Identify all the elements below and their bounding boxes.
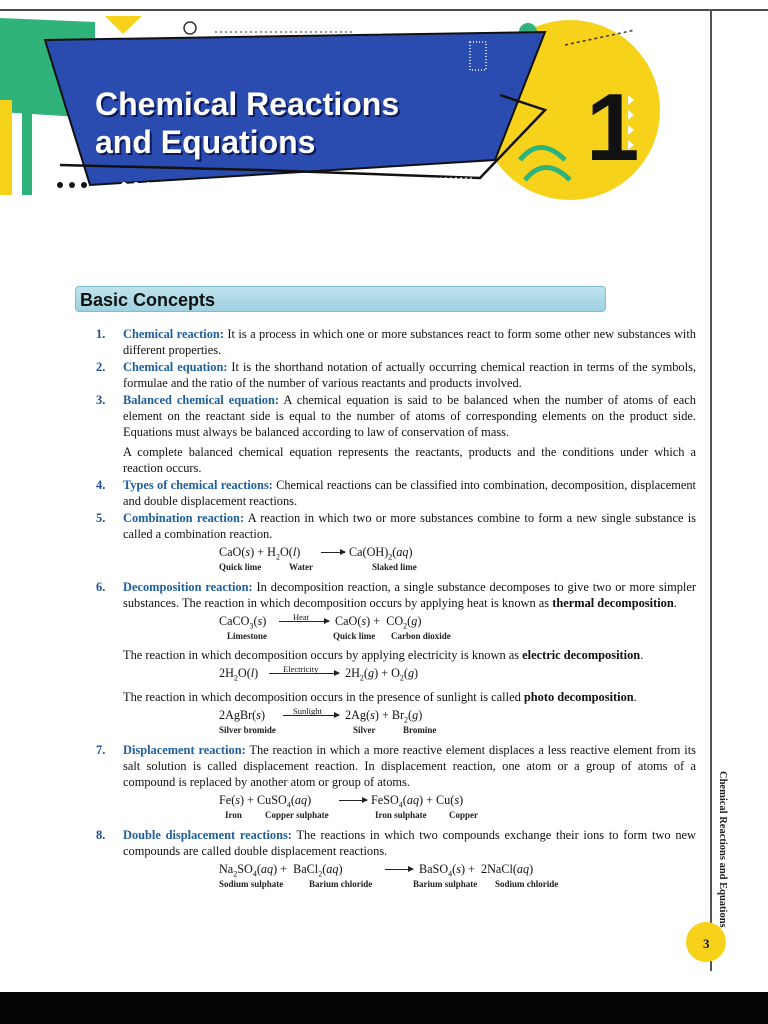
eq-condition: Heat: [293, 612, 310, 622]
eq-label: Iron: [225, 810, 242, 820]
eq-label: Quick lime: [219, 562, 262, 572]
eq-label: Quick lime: [333, 631, 376, 641]
item-bold-term: electric decomposition: [522, 648, 641, 662]
equation-displacement: [123, 792, 696, 822]
eq-label: Bromine: [403, 725, 437, 735]
chapter-title-line1: Chemical Reactions: [95, 86, 400, 122]
chapter-title-line2: and Equations: [95, 124, 316, 160]
item-term: Decomposition reaction:: [123, 580, 253, 594]
eq-formula: $Na_2SO_4(aq)$ + BaCl$_2$(aq): [219, 862, 343, 879]
eq-formula: $CaO(s) + CO_2(g)$: [335, 614, 422, 631]
item-text: Chemical reactions can be classified into combination, decomposition, displacement and double displacement reactions.: [123, 478, 696, 508]
item-bold-term: thermal decomposition: [552, 596, 674, 610]
item-term: Combination reaction:: [123, 511, 245, 525]
item-paragraph: [123, 647, 696, 663]
concept-list: [96, 326, 696, 896]
eq-formula: 2AgBr(s): [219, 708, 266, 722]
item-text: The reactions in which two compounds exchange their ions to form two new compounds are called double displacement reactions.: [123, 828, 696, 858]
item-number: 3.: [96, 393, 106, 407]
eq-label: Sodium sulphate: [219, 879, 284, 889]
item-paragraph: [123, 689, 696, 705]
ring-icon: [184, 22, 196, 34]
item-term: Types of chemical reactions:: [123, 478, 273, 492]
eq-formula: $CaO(s) + H_2O(l)$: [219, 545, 301, 562]
item-text: It is a process in which one or more substances react to form some other new substances with different properties.: [123, 327, 696, 357]
list-item: [96, 742, 696, 826]
item-number: 1.: [96, 327, 106, 341]
eq-formula: $2H_2O(l)$: [219, 666, 259, 683]
eq-formula: Fe(s) + CuSO$_4$(aq): [219, 793, 312, 810]
reaction-arrow: [279, 612, 329, 622]
reaction-arrow: [269, 664, 339, 674]
eq-label: Copper: [449, 810, 478, 820]
punctuation: .: [673, 596, 677, 610]
item-number: 7.: [96, 743, 106, 757]
running-header-vertical: Chemical Reactions and Equations: [717, 771, 728, 928]
section-heading: Basic Concepts: [80, 290, 216, 310]
list-item: [96, 510, 696, 578]
reaction-arrow: [321, 552, 345, 553]
item-term: Balanced chemical equation:: [123, 393, 280, 407]
reaction-arrow: [385, 869, 413, 870]
chapter-title: [95, 85, 495, 161]
eq-label: Limestone: [227, 631, 267, 641]
equation-thermal: [123, 613, 696, 643]
list-item: [96, 827, 696, 895]
reaction-arrow: [339, 800, 367, 801]
item-text: A chemical equation is said to be balanced when the number of atoms of each element on the reactant side is equal to the number of atoms of corresponding elements on the product side. Equations must always be balanced according to law of conservation of mass.: [123, 393, 697, 439]
eq-label: Copper sulphate: [265, 810, 329, 820]
eq-label: Carbon dioxide: [391, 631, 451, 641]
item-term: Double displacement reactions:: [123, 828, 292, 842]
eq-label: Silver bromide: [219, 725, 276, 735]
eq-label: Water: [289, 562, 313, 572]
eq-condition: Electricity: [283, 664, 319, 674]
item-term: Displacement reaction:: [123, 743, 246, 757]
eq-label: Silver: [353, 725, 376, 735]
punctuation: .: [640, 648, 644, 662]
item-text: It is the shorthand notation of actually occurring chemical reaction in terms of the symbols, formulae and the ratio of the number of various reactants and products involved.: [123, 360, 696, 390]
item-number: 6.: [96, 580, 106, 594]
eq-label: Sodium chloride: [495, 879, 559, 889]
page-number: 3: [703, 936, 710, 951]
eq-label: Barium chloride: [309, 879, 373, 889]
eq-label: Iron sulphate: [375, 810, 427, 820]
item-term: Chemical reaction:: [123, 327, 224, 341]
list-item: [96, 326, 696, 358]
item-text: The reaction in which decomposition occurs by applying electricity is known as: [123, 648, 523, 662]
item-bold-term: photo decomposition: [523, 690, 634, 704]
equation-electric: [123, 665, 696, 685]
list-item: [96, 392, 696, 476]
eq-formula: $2H_2(g) + O_2(g)$: [345, 666, 419, 683]
item-number: 2.: [96, 360, 106, 374]
item-text: A reaction in which two or more substances combine to form a new single substance is called a combination reaction.: [123, 511, 697, 541]
eq-condition: Sunlight: [293, 706, 322, 716]
item-number: 5.: [96, 511, 106, 525]
item-number: 8.: [96, 828, 106, 842]
eq-formula: BaSO$_4$(s) + 2NaCl(aq): [419, 862, 534, 879]
eq-label: Barium sulphate: [413, 879, 478, 889]
item-number: 4.: [96, 478, 106, 492]
list-item: [96, 359, 696, 391]
item-extra-paragraph: A complete balanced chemical equation represents the reactants, products and the conditions under which a reaction occurs.: [123, 445, 696, 475]
eq-formula: CaCO$_3$(s): [219, 614, 267, 631]
yellow-bar: [0, 100, 12, 195]
eq-formula: $2Ag(s) + Br_2(g)$: [345, 708, 423, 725]
punctuation: .: [633, 690, 637, 704]
equation-photo: [123, 707, 696, 737]
eq-label: Slaked lime: [372, 562, 417, 572]
equation-double-displacement: [123, 861, 696, 891]
reaction-arrow: [283, 706, 339, 716]
list-item: [96, 579, 696, 741]
eq-formula: $Ca(OH)_2(aq)$: [349, 545, 413, 562]
item-text: In decomposition reaction, a single substance decomposes to give two or more simpler substances. The reaction in which decomposition occurs by applying heat is known as: [123, 580, 696, 610]
equation-combination: [123, 544, 696, 574]
green-bar: [22, 100, 32, 195]
list-item: [96, 477, 696, 509]
yellow-triangle: [105, 16, 142, 34]
bottom-black-bar: [0, 992, 768, 1024]
item-text: The reaction in which decomposition occurs in the presence of sunlight is called: [123, 690, 524, 704]
item-text: The reaction in which a more reactive element displaces a less reactive element from its salt solution is called displacement reaction. In displacement reaction, one atom or a group of atoms of a compound is replaced by another atom or group of atoms.: [123, 743, 696, 789]
eq-formula: FeSO$_4$(aq) + Cu(s): [371, 793, 464, 810]
item-term: Chemical equation:: [123, 360, 228, 374]
chapter-number: 1: [586, 74, 640, 181]
